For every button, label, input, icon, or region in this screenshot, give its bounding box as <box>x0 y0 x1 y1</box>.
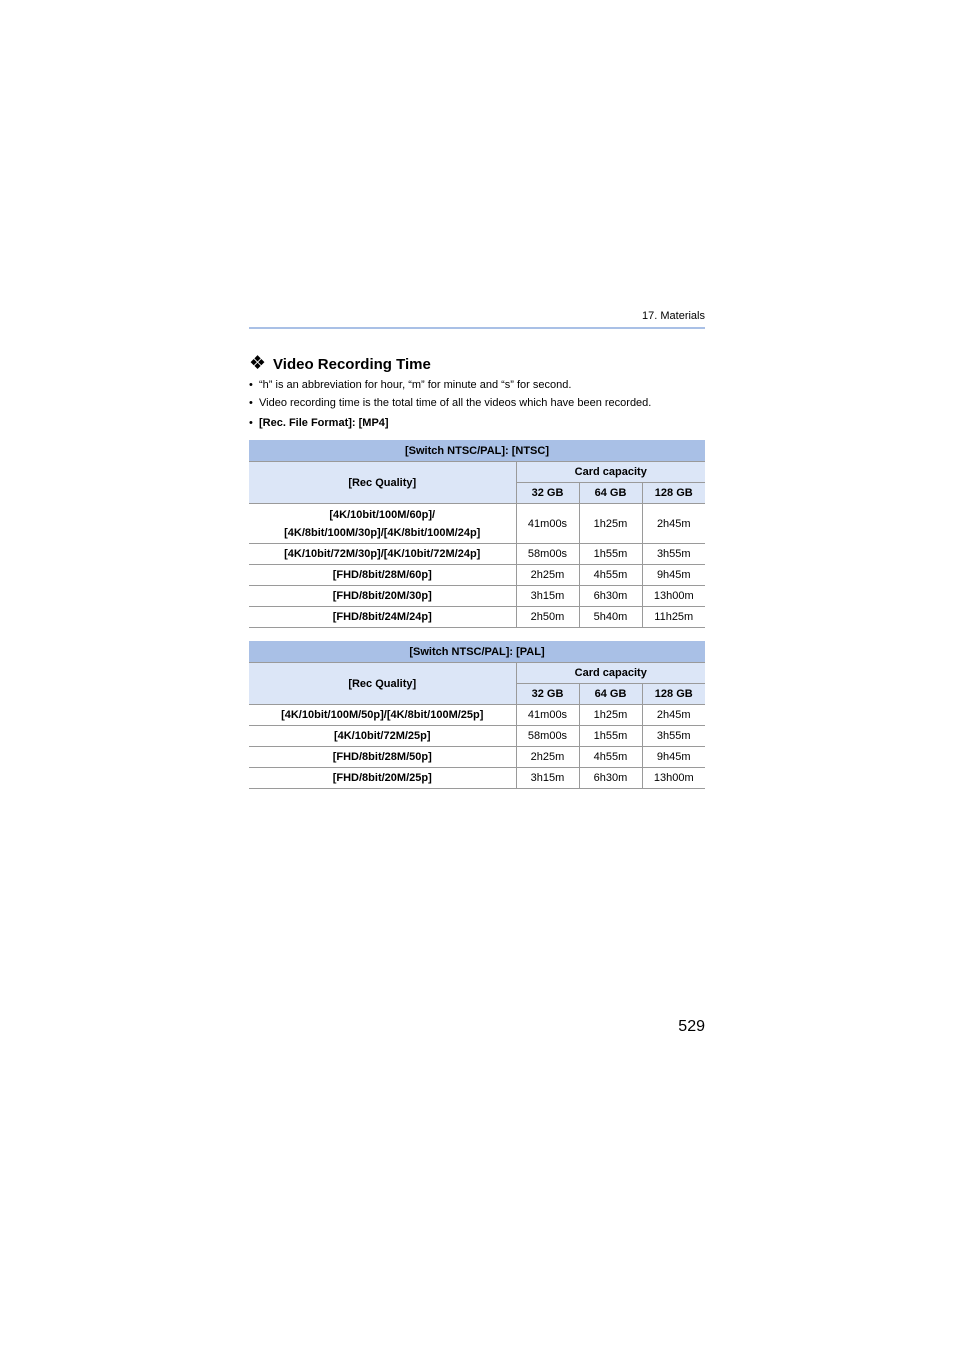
rec-quality-cell: [4K/10bit/100M/50p]/[4K/8bit/100M/25p] <box>249 705 516 726</box>
rec-quality-line: [4K/10bit/100M/60p]/ <box>329 508 436 521</box>
rec-quality-cell: [FHD/8bit/20M/25p] <box>249 768 516 789</box>
rec-quality-cell: [FHD/8bit/28M/50p] <box>249 747 516 768</box>
time-cell: 58m00s <box>516 544 579 565</box>
table-row <box>249 544 705 565</box>
section-title: Video Recording Time <box>273 355 431 373</box>
table-title: [Switch NTSC/PAL]: [NTSC] <box>249 440 705 462</box>
time-cell: 9h45m <box>642 747 705 768</box>
time-cell: 3h55m <box>642 726 705 747</box>
time-cell: 2h25m <box>516 747 579 768</box>
time-cell: 2h25m <box>516 565 579 586</box>
time-cell: 3h15m <box>516 586 579 607</box>
time-cell: 4h55m <box>579 565 642 586</box>
note-item: • “h” is an abbreviation for hour, “m” for minute and “s” for second. <box>249 376 705 394</box>
table-row <box>249 607 705 628</box>
page-number: 529 <box>678 1018 705 1035</box>
chapter-label: 17. Materials <box>642 310 705 322</box>
time-cell: 3h15m <box>516 768 579 789</box>
time-cell: 1h55m <box>579 726 642 747</box>
capacity-32gb-header: 32 GB <box>516 483 579 504</box>
time-cell: 11h25m <box>642 607 705 628</box>
time-cell: 2h50m <box>516 607 579 628</box>
rec-quality-cell: [FHD/8bit/28M/60p] <box>249 565 516 586</box>
time-cell: 41m00s <box>516 705 579 726</box>
table-row <box>249 586 705 607</box>
time-cell: 1h55m <box>579 544 642 565</box>
time-cell: 6h30m <box>579 586 642 607</box>
card-capacity-header: Card capacity <box>516 663 705 684</box>
time-cell: 3h55m <box>642 544 705 565</box>
time-cell: 41m00s <box>516 504 579 544</box>
time-cell: 9h45m <box>642 565 705 586</box>
rec-quality-line: [4K/8bit/100M/30p]/[4K/8bit/100M/24p] <box>284 526 481 539</box>
rec-quality-cell: [FHD/8bit/20M/30p] <box>249 586 516 607</box>
time-cell: 4h55m <box>579 747 642 768</box>
capacity-128gb-header: 128 GB <box>642 483 705 504</box>
capacity-128gb-header: 128 GB <box>642 684 705 705</box>
rec-quality-cell: [FHD/8bit/24M/24p] <box>249 607 516 628</box>
time-cell: 2h45m <box>642 504 705 544</box>
time-cell: 6h30m <box>579 768 642 789</box>
table-row <box>249 504 705 544</box>
time-cell: 13h00m <box>642 768 705 789</box>
section-heading <box>249 353 431 375</box>
table-title: [Switch NTSC/PAL]: [PAL] <box>249 641 705 663</box>
time-cell: 13h00m <box>642 586 705 607</box>
card-capacity-header: Card capacity <box>516 462 705 483</box>
capacity-32gb-header: 32 GB <box>516 684 579 705</box>
time-cell: 58m00s <box>516 726 579 747</box>
capacity-64gb-header: 64 GB <box>579 684 642 705</box>
rec-quality-header: [Rec Quality] <box>249 663 516 705</box>
header-rule <box>249 327 705 329</box>
table-row <box>249 747 705 768</box>
time-cell: 5h40m <box>579 607 642 628</box>
time-cell: 1h25m <box>579 705 642 726</box>
pal-recording-time-table <box>249 641 705 789</box>
table-row <box>249 565 705 586</box>
note-item: • Video recording time is the total time of all the videos which have been recorded. <box>249 394 705 412</box>
rec-quality-cell: [4K/10bit/72M/25p] <box>249 726 516 747</box>
table-row <box>249 726 705 747</box>
rec-quality-cell: [4K/10bit/72M/30p]/[4K/10bit/72M/24p] <box>249 544 516 565</box>
time-cell: 2h45m <box>642 705 705 726</box>
capacity-64gb-header: 64 GB <box>579 483 642 504</box>
diamond-cluster-icon: ❖ <box>249 353 267 374</box>
rec-quality-header: [Rec Quality] <box>249 462 516 504</box>
rec-quality-cell <box>249 504 516 544</box>
ntsc-recording-time-table <box>249 440 705 628</box>
table-row <box>249 768 705 789</box>
file-format-note: • [Rec. File Format]: [MP4] <box>249 414 705 432</box>
notes-list <box>249 376 705 412</box>
time-cell: 1h25m <box>579 504 642 544</box>
table-row <box>249 705 705 726</box>
